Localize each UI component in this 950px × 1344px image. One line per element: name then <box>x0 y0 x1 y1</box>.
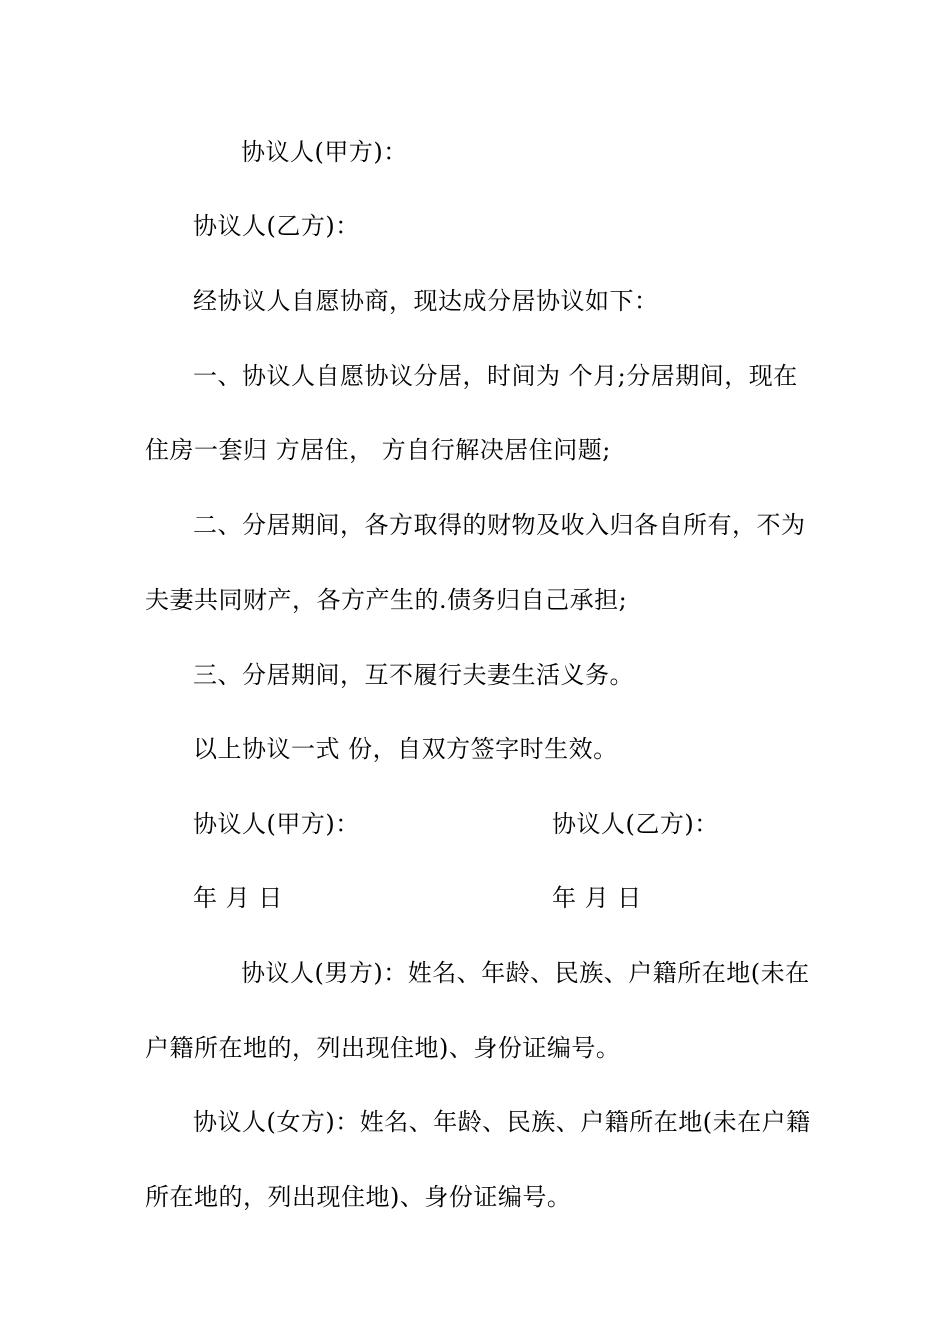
agreement-intro: 经协议人自愿协商，现达成分居协议如下： <box>193 287 659 315</box>
clause-1-line-1: 一、协议人自愿协议分居，时间为 个月;分居期间，现在 <box>193 362 798 390</box>
signature-party-a-label: 协议人(甲方)： <box>193 810 360 838</box>
copies-clause: 以上协议一式 份，自双方签字时生效。 <box>193 735 618 763</box>
party-b-heading: 协议人(乙方)： <box>193 212 360 240</box>
signature-party-b-date: 年 月 日 <box>552 884 642 912</box>
clause-2-line-1: 二、分居期间，各方取得的财物及收入归各自所有，不为 <box>193 511 806 539</box>
note-male-line-1: 协议人(男方)：姓名、年龄、民族、户籍所在地(未在 <box>241 959 810 987</box>
note-female-line-1: 协议人(女方)：姓名、年龄、民族、户籍所在地(未在户籍 <box>193 1108 811 1136</box>
signature-party-a-date: 年 月 日 <box>193 884 283 912</box>
clause-2-line-2: 夫妻共同财产，各方产生的.债务归自己承担; <box>145 586 628 614</box>
clause-3: 三、分居期间，互不履行夫妻生活义务。 <box>193 661 634 689</box>
clause-1-line-2: 住房一套归 方居住， 方自行解决居住问题; <box>145 436 611 464</box>
signature-party-b-label: 协议人(乙方)： <box>552 810 719 838</box>
party-a-heading: 协议人(甲方)： <box>241 138 408 166</box>
note-female-line-2: 所在地的，列出现住地)、身份证编号。 <box>145 1183 572 1211</box>
note-male-line-2: 户籍所在地的，列出现住地)、身份证编号。 <box>145 1034 621 1062</box>
